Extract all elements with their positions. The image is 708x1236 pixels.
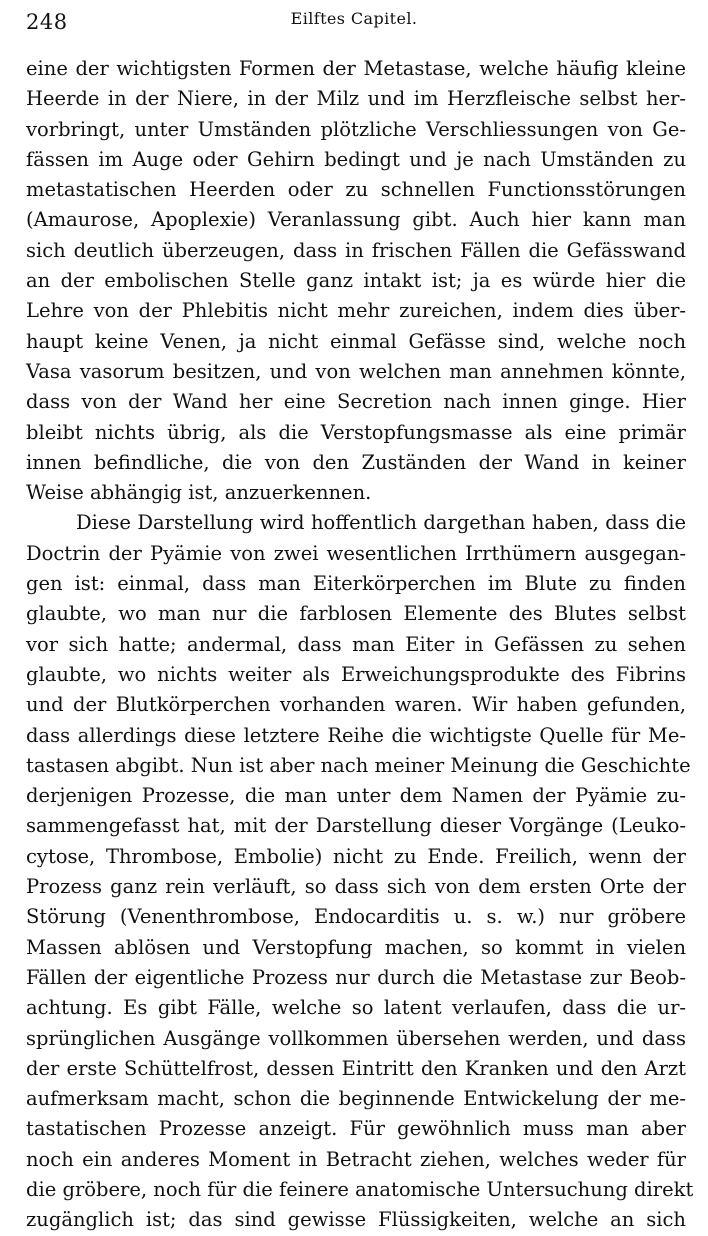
text-line: tastasen abgibt. Nun ist aber nach meiner Meinung die Geschichte [26, 753, 691, 777]
text-line: noch ein anderes Moment in Betracht ziehen, welches weder für [26, 1147, 686, 1171]
text-line: Heerde in der Niere, in der Milz und im Herzfleische selbst her- [26, 87, 686, 111]
text-line: tastatischen Prozesse anzeigt. Für gewöhnlich muss man aber [26, 1117, 686, 1141]
text-line: metastatischen Heerden oder zu schnellen Functionsstörungen [26, 178, 686, 202]
text-line: (Amaurose, Apoplexie) Veranlassung gibt. Auch hier kann man [26, 208, 686, 232]
text-line: Fällen der eigentliche Prozess nur durch die Metastase zur Beob- [26, 965, 686, 989]
text-line: und der Blutkörperchen vorhanden waren. Wir haben gefunden, [26, 693, 686, 717]
paragraph-end-line: Weise abhängig ist, anzuerkennen. [26, 481, 372, 505]
text-line: gen ist: einmal, dass man Eiterkörperchen im Blute zu finden [26, 572, 686, 596]
text-line: glaubte, wo man nur die farblosen Elemente des Blutes selbst [26, 602, 686, 626]
text-line: glaubte, wo nichts weiter als Erweichungsprodukte des Fibrins [26, 662, 686, 686]
page-header [0, 4, 708, 34]
text-line: sich deutlich überzeugen, dass in frischen Fällen die Gefässwand [26, 238, 686, 262]
text-line: vor sich hatte; andermal, dass man Eiter in Gefässen zu sehen [26, 632, 686, 656]
text-line: achtung. Es gibt Fälle, welche so latent verlaufen, dass die ur- [26, 996, 686, 1020]
text-line: dass von der Wand her eine Secretion nach innen ginge. Hier [26, 390, 686, 414]
text-line: aufmerksam macht, schon die beginnende Entwickelung der me- [26, 1087, 686, 1111]
text-line: Vasa vasorum besitzen, und von welchen man annehmen könnte, [26, 359, 686, 383]
text-line: Lehre von der Phlebitis nicht mehr zureichen, indem dies über- [26, 299, 686, 323]
text-line: dass allerdings diese letztere Reihe die wichtigste Quelle für Me- [26, 723, 686, 747]
text-line: der erste Schüttelfrost, dessen Eintritt den Kranken und den Arzt [26, 1056, 686, 1080]
text-line: Massen ablösen und Verstopfung machen, so kommt in vielen [26, 935, 686, 959]
text-line: Doctrin der Pyämie von zwei wesentlichen Irrthümern ausgegan- [26, 541, 686, 565]
paragraph-start-line: Diese Darstellung wird hoffentlich dargethan haben, dass die [76, 511, 686, 535]
text-line: sprünglichen Ausgänge vollkommen übersehen werden, und dass [26, 1026, 686, 1050]
running-title: Eilftes Capitel. [290, 9, 418, 28]
text-line: cytose, Thrombose, Embolie) nicht zu Ende. Freilich, wenn der [26, 844, 686, 868]
text-line: zugänglich ist; das sind gewisse Flüssigkeiten, welche an sich [26, 1208, 686, 1232]
text-line: Prozess ganz rein verläuft, so dass sich von dem ersten Orte der [26, 875, 686, 899]
text-line: fässen im Auge oder Gehirn bedingt und je nach Umständen zu [26, 147, 686, 171]
text-line: bleibt nichts übrig, als die Verstopfungsmasse als eine primär [26, 420, 686, 444]
text-line: eine der wichtigsten Formen der Metastase, welche häufig kleine [26, 57, 686, 80]
text-line: sammengefasst hat, mit der Darstellung dieser Vorgänge (Leuko- [26, 814, 686, 838]
text-line: an der embolischen Stelle ganz intakt ist; ja es würde hier die [26, 269, 686, 293]
text-line: haupt keine Venen, ja nicht einmal Gefässe sind, welche noch [26, 329, 686, 353]
page-number: 248 [26, 10, 68, 34]
text-line: Störung (Venenthrombose, Endocarditis u. s. w.) nur gröbere [26, 905, 686, 929]
text-line: die gröbere, noch für die feinere anatomische Untersuchung direkt [26, 1177, 694, 1201]
body-text [26, 54, 694, 1236]
text-line: innen befindliche, die von den Zuständen der Wand in keiner [26, 450, 686, 474]
text-line: derjenigen Prozesse, die man unter dem Namen der Pyämie zu- [26, 784, 686, 808]
text-line: vorbringt, unter Umständen plötzliche Verschliessungen von Ge- [26, 117, 686, 141]
